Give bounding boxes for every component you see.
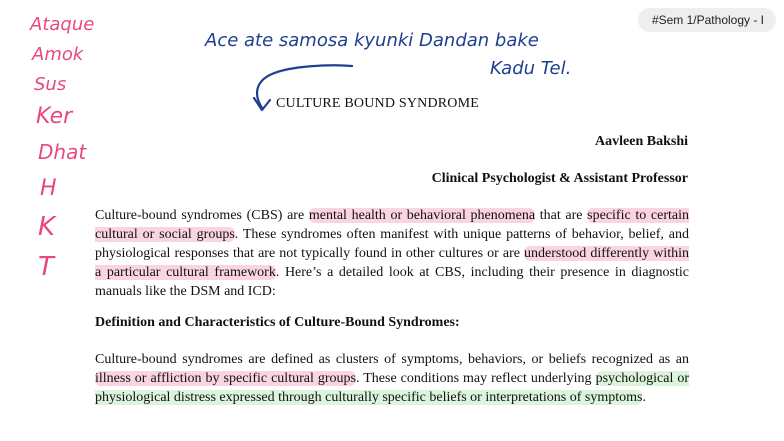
handwritten-mnemonic-line2: Kadu Tel. (490, 58, 572, 79)
handwritten-note-k: K (38, 212, 56, 242)
intro-text-1: Culture-bound syndromes (CBS) are (95, 208, 309, 223)
page-tag: #Sem 1/Pathology - I (638, 8, 776, 32)
intro-paragraph (95, 206, 689, 301)
author-name: Aavleen Bakshi (595, 134, 688, 149)
highlight-illness-affliction: illness or affliction by specific cultural groups (95, 371, 356, 386)
definition-text-1: Culture-bound syndromes are defined as clusters of symptoms, behaviors, or beliefs recognized as an (95, 352, 689, 367)
intro-text-2: that are (535, 208, 588, 223)
highlight-specific-groups: specific to certain cultural or social groups (95, 208, 689, 242)
handwritten-note-t: T (38, 252, 54, 282)
intro-text-3: . These syndromes often manifest with unique patterns of behavior, belief, and physiological responses that are not typically found in other cultures or are (95, 227, 689, 261)
highlight-psychological-distress: psychological or physiological distress expressed through culturally specific beliefs or interpretations of symptoms (95, 371, 690, 405)
handwritten-note-ataque: Ataque (30, 14, 95, 35)
definition-paragraph (95, 350, 689, 407)
handwritten-note-amok: Amok (32, 44, 84, 65)
definition-text-2: . These conditions may reflect underlying (355, 371, 596, 386)
handwritten-note-sus: Sus (34, 74, 67, 95)
intro-text-4: . Here’s a detailed look at CBS, including their presence in diagnostic manuals like the DSM and ICD: (95, 265, 689, 299)
handwritten-note-dhat: Dhat (38, 140, 87, 164)
handwritten-mnemonic-line1: Ace ate samosa kyunki Dandan bake (205, 30, 539, 51)
definition-text-3: . (642, 390, 646, 405)
handwritten-note-ker: Ker (36, 104, 73, 129)
author-role: Clinical Psychologist & Assistant Professor (431, 171, 688, 186)
highlight-mental-health: mental health or behavioral phenomena (308, 208, 536, 223)
handwritten-note-h: H (40, 176, 57, 201)
highlight-understood-differently: understood differently within a particular cultural framework (95, 246, 690, 280)
section-heading: Definition and Characteristics of Culture-Bound Syndromes: (95, 315, 460, 330)
document-title: CULTURE BOUND SYNDROME (276, 96, 480, 111)
